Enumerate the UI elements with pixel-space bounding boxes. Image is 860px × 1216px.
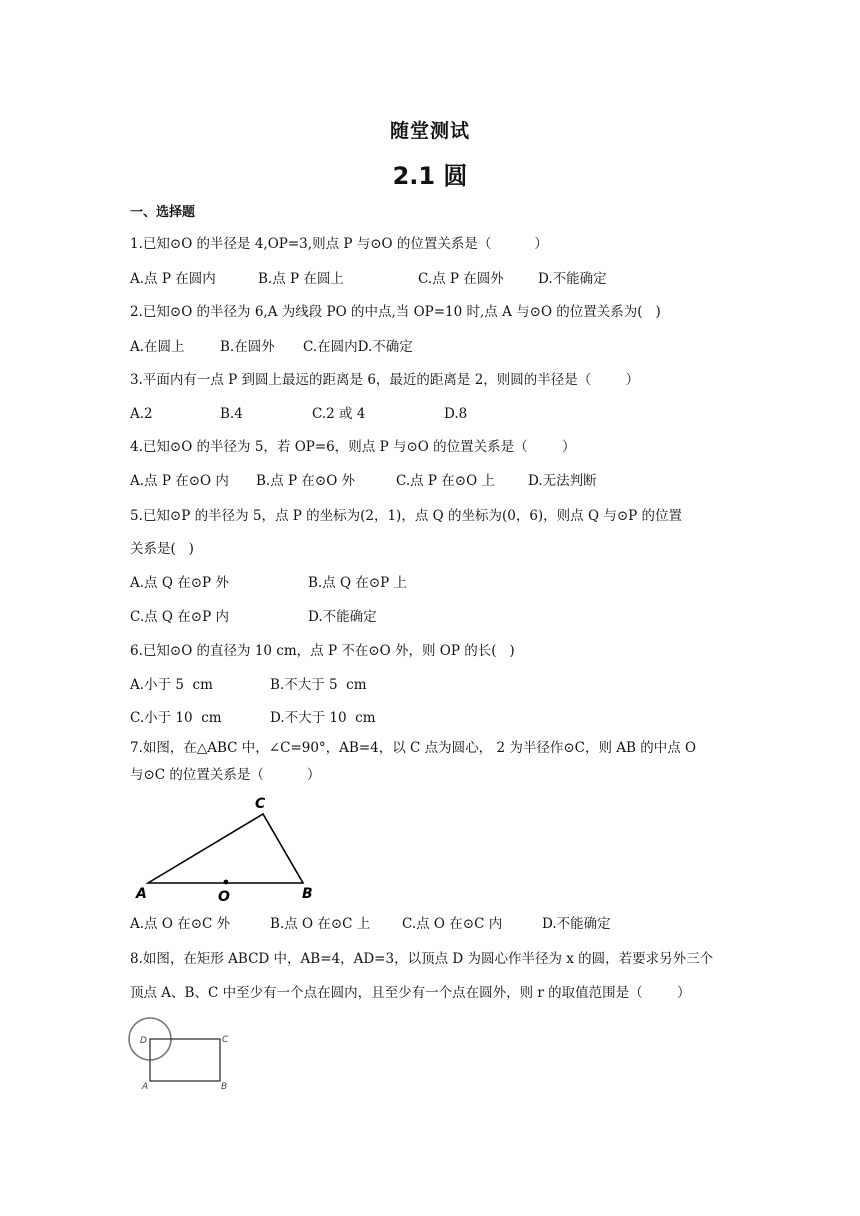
q4-option-c: C.点 P 在⊙O 上 xyxy=(396,473,495,489)
point-label-o: O xyxy=(218,889,230,905)
page-title: 随堂测试 xyxy=(389,120,470,142)
q6-option-b: B.不大于 5 cm xyxy=(270,677,367,693)
q1-option-b: B.点 P 在圆上 xyxy=(258,271,344,287)
q6-option-c: C.小于 10 cm xyxy=(130,710,222,726)
q7-option-b: B.点 O 在⊙C 上 xyxy=(270,916,371,932)
q5-option-d: D.不能确定 xyxy=(308,609,377,625)
q5-option-a: A.点 Q 在⊙P 外 xyxy=(130,575,229,591)
question-8-stem-line-1: 8.如图，在矩形 ABCD 中，AB=4，AD=3，以顶点 D 为圆心作半径为 x 的圆，若要求另外三个 xyxy=(130,951,714,967)
vertex-label-c: C xyxy=(222,1035,229,1045)
rectangle-figure xyxy=(125,1015,240,1095)
question-3-stem: 3.平面内有一点 P 到圆上最远的距离是 6，最近的距离是 2，则圆的半径是（ ） xyxy=(130,372,640,388)
question-7-stem-line-2: 与⊙C 的位置关系是（ ） xyxy=(130,767,321,783)
q2-option-b: B.在圆外 xyxy=(220,339,275,355)
q4-option-d: D.无法判断 xyxy=(528,473,597,489)
q5-option-b: B.点 Q 在⊙P 上 xyxy=(308,575,408,591)
q6-option-a: A.小于 5 cm xyxy=(130,677,213,693)
question-1-stem: 1.已知⊙O 的半径是 4,OP=3,则点 P 与⊙O 的位置关系是（ ） xyxy=(130,236,548,252)
rectangle-abcd xyxy=(150,1039,220,1081)
question-7-stem-line-1: 7.如图，在△ABC 中，∠C=90°，AB=4，以 C 点为圆心， 2 为半径作⊙C，则 AB 的中点 O xyxy=(130,740,697,756)
question-5-stem-line-1: 5.已知⊙P 的半径为 5，点 P 的坐标为(2，1)，点 Q 的坐标为(0，6)，则点 Q 与⊙P 的位置 xyxy=(130,508,683,524)
question-6-stem: 6.已知⊙O 的直径为 10 cm，点 P 不在⊙O 外，则 OP 的长( ) xyxy=(130,643,515,659)
q7-option-a: A.点 O 在⊙C 外 xyxy=(130,916,231,932)
question-4-stem: 4.已知⊙O 的半径为 5，若 OP=6，则点 P 与⊙O 的位置关系是（ ） xyxy=(130,439,576,455)
q3-option-d: D.8 xyxy=(444,406,468,422)
q1-option-a: A.点 P 在圆内 xyxy=(130,271,216,287)
vertex-label-a: A xyxy=(142,1082,149,1092)
question-2-stem: 2.已知⊙O 的半径为 6,A 为线段 PO 的中点,当 OP=10 时,点 A 与⊙O 的位置关系为( ) xyxy=(130,304,661,320)
vertex-label-a: A xyxy=(136,886,147,902)
q3-option-b: B.4 xyxy=(220,406,243,422)
section-heading: 一、选择题 xyxy=(130,205,196,220)
vertex-label-b: B xyxy=(302,886,313,902)
q4-option-b: B.点 P 在⊙O 外 xyxy=(256,473,356,489)
q2-option-a: A.在圆上 xyxy=(130,339,185,355)
q2-option-c: C.在圆内D.不确定 xyxy=(303,339,413,355)
midpoint-o xyxy=(224,880,229,885)
q6-option-d: D.不大于 10 cm xyxy=(270,710,376,726)
lesson-heading: 2.1 圆 xyxy=(392,162,468,190)
q3-option-a: A.2 xyxy=(130,406,153,422)
q7-option-d: D.不能确定 xyxy=(542,916,611,932)
question-8-stem-line-2: 顶点 A、B、C 中至少有一个点在圆内，且至少有一个点在圆外，则 r 的取值范围是（ ） xyxy=(130,985,691,1001)
q4-option-a: A.点 P 在⊙O 内 xyxy=(130,473,229,489)
triangle-abc xyxy=(148,814,303,883)
q7-option-c: C.点 O 在⊙C 内 xyxy=(402,916,503,932)
q1-option-d: D.不能确定 xyxy=(538,271,607,287)
vertex-label-c: C xyxy=(255,796,266,812)
vertex-label-b: B xyxy=(221,1082,228,1092)
q3-option-c: C.2 或 4 xyxy=(312,406,366,422)
triangle-figure xyxy=(128,790,328,905)
q5-option-c: C.点 Q 在⊙P 内 xyxy=(130,609,229,625)
question-5-stem-line-2: 关系是( ) xyxy=(130,541,194,557)
vertex-label-d: D xyxy=(140,1036,147,1046)
q1-option-c: C.点 P 在圆外 xyxy=(418,271,504,287)
